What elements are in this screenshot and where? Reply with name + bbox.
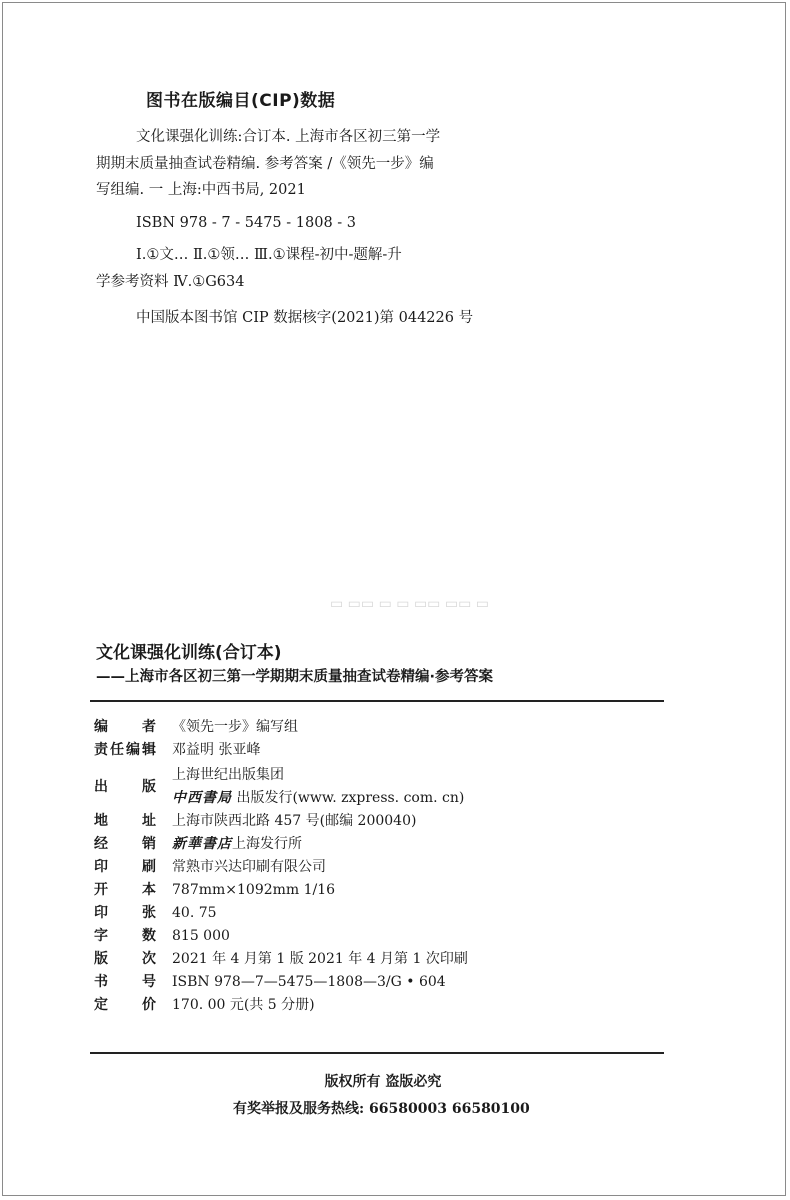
book-subtitle: ——上海市各区初三第一学期期末质量抽查试卷精编·参考答案 bbox=[96, 669, 494, 685]
cip-line: 文化课强化训练:合订本. 上海市各区初三第一学 bbox=[136, 129, 441, 145]
row-label: 版 次 bbox=[94, 951, 156, 967]
row-label: 书 号 bbox=[94, 974, 156, 990]
copyright-notice: 版权所有 盗版必究 bbox=[324, 1074, 442, 1090]
row-label: 印 张 bbox=[94, 905, 156, 921]
row-label: 印 刷 bbox=[94, 859, 156, 875]
colophon-row-price bbox=[94, 994, 664, 1017]
colophon-row-format bbox=[94, 879, 664, 902]
row-value: 邓益明 张亚峰 bbox=[172, 742, 261, 758]
colophon-table bbox=[94, 716, 664, 1017]
row-label: 地 址 bbox=[94, 813, 156, 829]
cip-record-number: 中国版本图书馆 CIP 数据核字(2021)第 044226 号 bbox=[136, 310, 474, 326]
row-label: 责 任 编 辑 bbox=[94, 742, 156, 758]
colophon-row-distributor bbox=[94, 833, 664, 856]
colophon-row-responsible-editor bbox=[94, 739, 664, 762]
zhongxi-logo: 中西書局 bbox=[172, 790, 232, 806]
cip-isbn: ISBN 978 - 7 - 5475 - 1808 - 3 bbox=[136, 214, 357, 231]
row-value bbox=[172, 764, 464, 810]
row-value: 170. 00 元(共 5 分册) bbox=[172, 997, 315, 1013]
bleed-through-text: ▭ ▭▭ ▭ ▭ ▭▭ ▭▭ ▭ bbox=[330, 596, 489, 612]
row-label: 字 数 bbox=[94, 928, 156, 944]
row-value: 787mm×1092mm 1/16 bbox=[172, 882, 336, 898]
row-value: ISBN 978—7—5475—1808—3/G • 604 bbox=[172, 974, 446, 990]
cip-classification: Ⅰ.①文… Ⅱ.①领… Ⅲ.①课程-初中-题解-升 bbox=[136, 247, 402, 263]
row-label: 编 者 bbox=[94, 719, 156, 735]
row-value: 常熟市兴达印刷有限公司 bbox=[172, 859, 326, 875]
colophon-row-book-number bbox=[94, 971, 664, 994]
xinhua-logo: 新華書店 bbox=[172, 836, 232, 852]
cip-line: 期期末质量抽查试卷精编. 参考答案 /《领先一步》编 bbox=[96, 155, 434, 172]
colophon-row-sheets bbox=[94, 902, 664, 925]
report-hotline: 有奖举报及服务热线: 66580003 66580100 bbox=[233, 1101, 530, 1117]
row-value: 上海市陕西北路 457 号(邮编 200040) bbox=[172, 813, 417, 829]
colophon-row-printer bbox=[94, 856, 664, 879]
book-title: 文化课强化训练(合订本) bbox=[96, 643, 282, 663]
top-divider bbox=[90, 700, 664, 702]
cip-title: 图书在版编目(CIP)数据 bbox=[146, 91, 336, 111]
cip-block bbox=[96, 124, 496, 332]
row-label: 定 价 bbox=[94, 997, 156, 1013]
row-label: 开 本 bbox=[94, 882, 156, 898]
publisher-group: 上海世纪出版集团 bbox=[172, 767, 284, 783]
colophon-row-publisher bbox=[94, 764, 664, 810]
publisher-line: 中西書局 出版发行(www. zxpress. com. cn) bbox=[172, 790, 465, 806]
colophon-row-editor bbox=[94, 716, 664, 739]
row-label: 出 版 bbox=[94, 778, 156, 795]
row-label: 经 销 bbox=[94, 836, 156, 852]
row-value: 2021 年 4 月第 1 版 2021 年 4 月第 1 次印刷 bbox=[172, 951, 468, 967]
row-value: 新華書店上海发行所 bbox=[172, 836, 302, 852]
colophon-row-address bbox=[94, 810, 664, 833]
bottom-divider bbox=[90, 1052, 664, 1054]
cip-line: 学参考资料 Ⅳ.①G634 bbox=[96, 273, 245, 290]
cip-line: 写组编. 一 上海:中西书局, 2021 bbox=[96, 182, 306, 198]
row-value: 40. 75 bbox=[172, 905, 217, 921]
colophon-row-word-count bbox=[94, 925, 664, 948]
row-value: 815 000 bbox=[172, 928, 230, 944]
row-value: 《领先一步》编写组 bbox=[172, 719, 298, 735]
colophon-row-edition bbox=[94, 948, 664, 971]
